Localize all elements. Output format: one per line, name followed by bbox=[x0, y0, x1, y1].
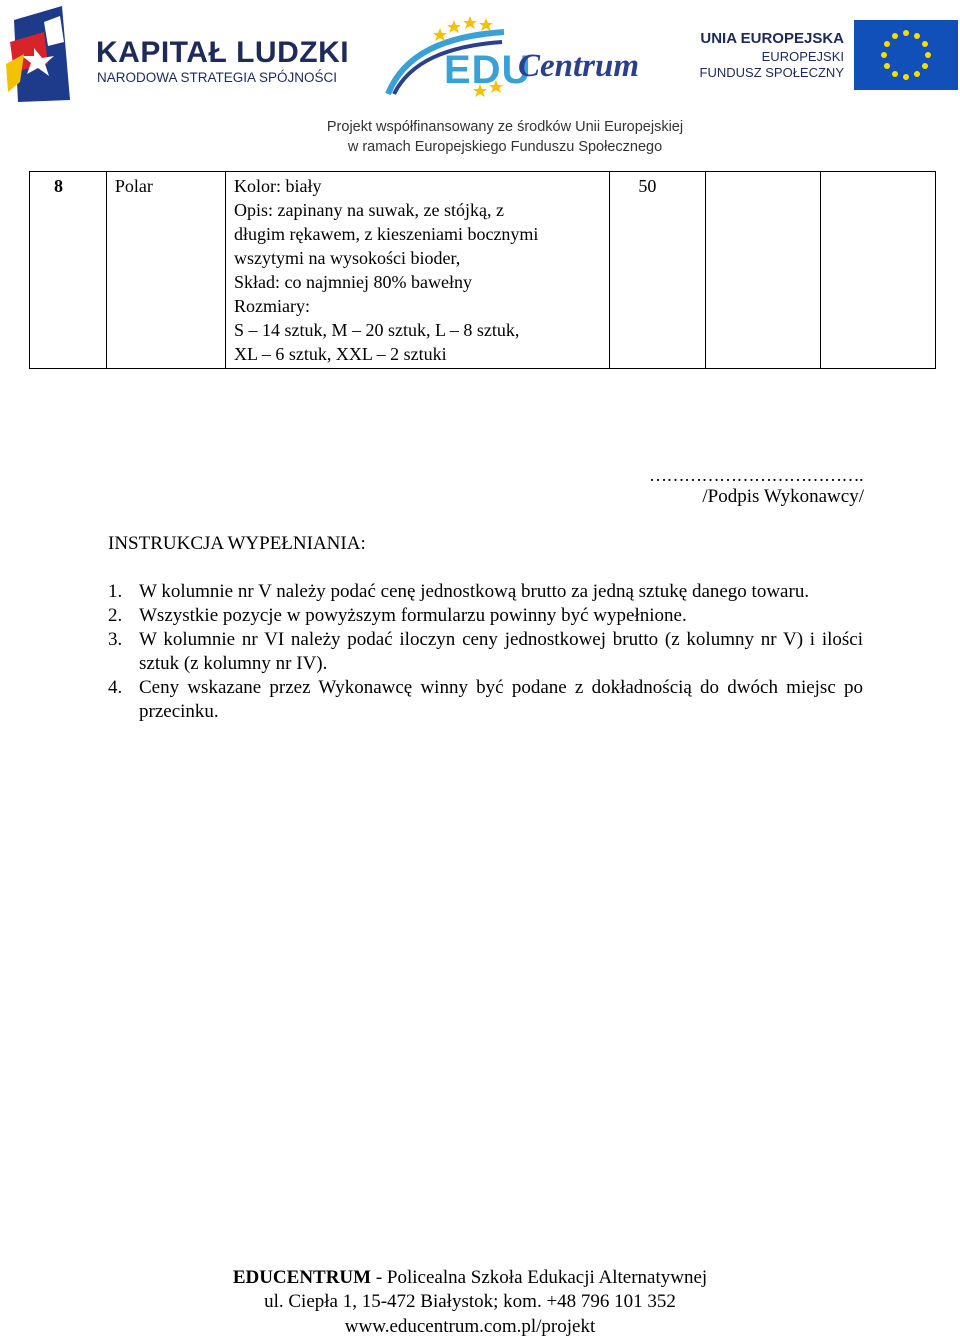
educentrum-edu-text: EDU bbox=[444, 48, 532, 92]
list-item-text: Wszystkie pozycje w powyższym formularzu powinny być wypełnione. bbox=[139, 605, 687, 626]
unit-price-cell[interactable] bbox=[705, 172, 820, 369]
kapital-ludzki-title: KAPITAŁ LUDZKI bbox=[96, 36, 350, 69]
educentrum-logo bbox=[384, 14, 654, 98]
educentrum-centrum-text: Centrum bbox=[518, 48, 640, 84]
cofinance-note-line1: Projekt współfinansowany ze środków Unii Europejskiej bbox=[326, 119, 684, 135]
footer-website-link[interactable]: www.educentrum.com.pl/projekt bbox=[344, 1316, 596, 1337]
list-item-number: 2. bbox=[108, 605, 123, 626]
list-item-text: W kolumnie nr VI należy podać iloczyn ceny jednostkowej brutto (z kolumny nr V) i ilości sztuk (z kolumny nr IV). bbox=[139, 629, 863, 674]
footer-address: ul. Ciepła 1, 15-472 Białystok; kom. +48 796 101 352 bbox=[264, 1291, 676, 1312]
description-line: S – 14 sztuk, M – 20 sztuk, L – 8 sztuk, bbox=[234, 320, 520, 340]
list-item-text: Ceny wskazane przez Wykonawcę winny być podane z dokładnością do dwóch miejsc po przecinku. bbox=[139, 677, 863, 722]
kapital-ludzki-subtitle: NARODOWA STRATEGIA SPÓJNOŚCI bbox=[97, 70, 338, 85]
description-line: Rozmiary: bbox=[234, 296, 311, 316]
eu-fund-line1: EUROPEJSKI bbox=[761, 49, 844, 64]
eu-fund-line2: FUNDUSZ SPOŁECZNY bbox=[699, 65, 844, 80]
footer-org-description: - Policealna Szkoła Edukacji Alternatywnej bbox=[371, 1267, 708, 1288]
row-number-cell: 8 bbox=[30, 172, 107, 369]
description-line: Skład: co najmniej 80% bawełny bbox=[234, 272, 472, 292]
footer-organization bbox=[0, 1268, 940, 1287]
description-line: wszytymi na wysokości bioder, bbox=[234, 248, 461, 268]
list-item bbox=[108, 580, 863, 604]
total-price-cell[interactable] bbox=[820, 172, 935, 369]
description-line: Kolor: biały bbox=[234, 176, 322, 196]
table-row bbox=[30, 172, 936, 369]
description-line: Opis: zapinany na suwak, ze stójką, z bbox=[234, 200, 504, 220]
list-item-number: 3. bbox=[108, 629, 123, 650]
list-item-number: 4. bbox=[108, 677, 123, 698]
quantity-cell: 50 bbox=[610, 172, 705, 369]
list-item-number: 1. bbox=[108, 581, 123, 602]
list-item bbox=[108, 676, 863, 724]
signature-label: /Podpis Wykonawcy/ bbox=[702, 486, 864, 507]
kapital-ludzki-logo bbox=[4, 2, 350, 110]
item-table bbox=[29, 171, 936, 369]
description-line: długim rękawem, z kieszeniami bocznymi bbox=[234, 224, 539, 244]
item-description-cell bbox=[226, 172, 610, 369]
eu-name: UNIA EUROPEJSKA bbox=[700, 30, 844, 47]
item-name-cell: Polar bbox=[106, 172, 225, 369]
eu-logo bbox=[700, 20, 958, 92]
kapital-ludzki-emblem-icon bbox=[4, 2, 76, 110]
instructions-list bbox=[108, 580, 863, 724]
cofinance-note-line2: w ramach Europejskiego Funduszu Społecznego bbox=[347, 139, 663, 155]
list-item-text: W kolumnie nr V należy podać cenę jednostkową brutto za jedną sztukę danego towaru. bbox=[139, 581, 810, 602]
list-item bbox=[108, 604, 863, 628]
list-item bbox=[108, 628, 863, 676]
eu-flag-icon bbox=[854, 20, 958, 90]
signature-line: ………………………………. bbox=[649, 465, 863, 485]
instructions-title: INSTRUKCJA WYPEŁNIANIA: bbox=[108, 533, 366, 554]
footer-org-name: EDUCENTRUM bbox=[232, 1267, 372, 1288]
description-line: XL – 6 sztuk, XXL – 2 sztuki bbox=[234, 344, 447, 364]
